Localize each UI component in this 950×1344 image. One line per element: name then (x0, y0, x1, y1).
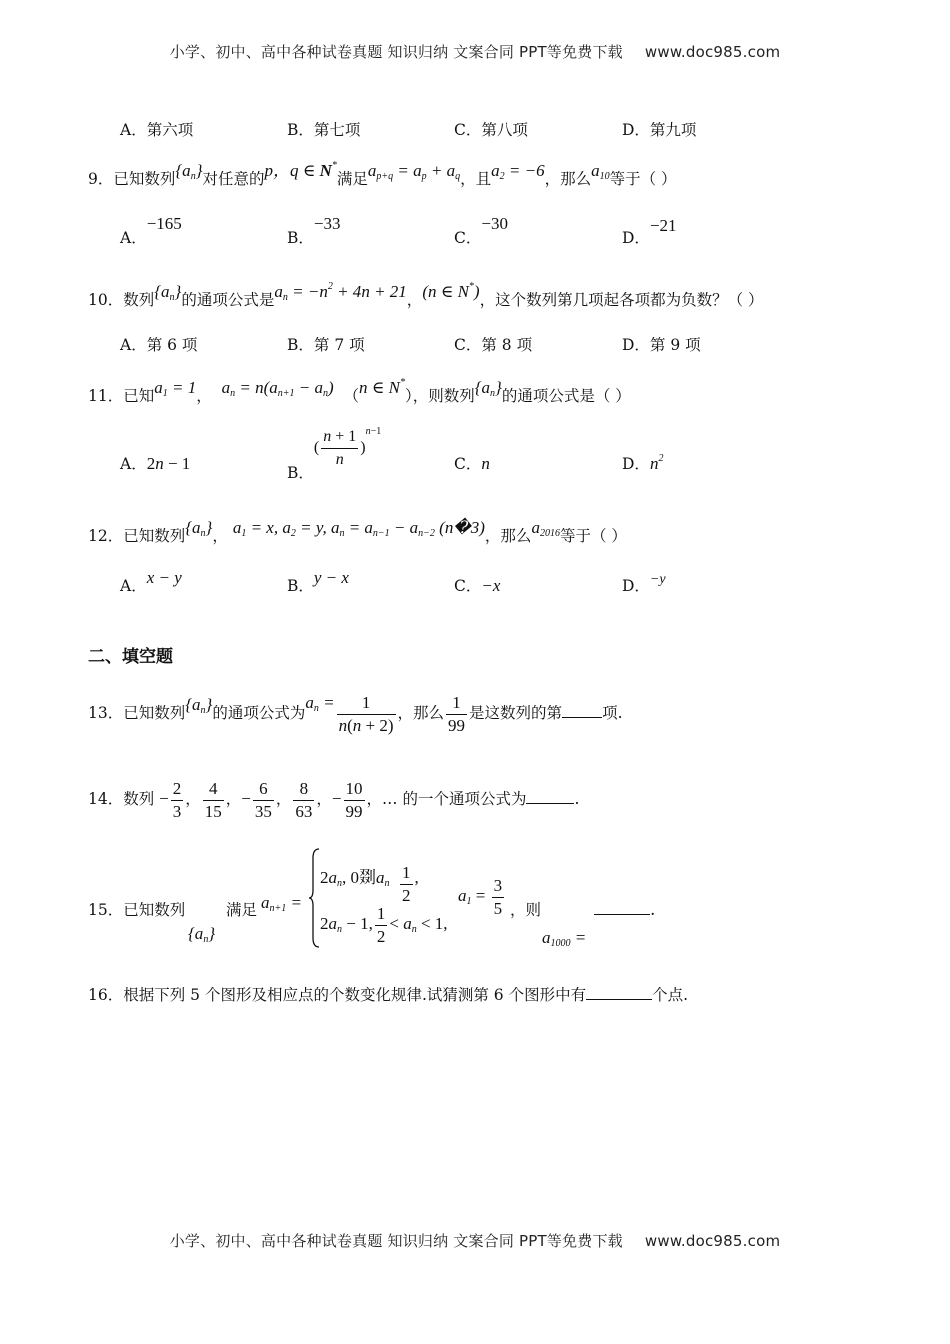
q12-option-a[interactable] (120, 568, 182, 596)
q12-option-d-value: −y (649, 572, 666, 587)
q10-text-3: ，这个数列第几项起各项都为负数？（ ） (479, 291, 764, 309)
q10-option-a[interactable]: A．第 6 项 (120, 336, 198, 354)
q11-text-4: 的通项公式是（ ） (501, 387, 631, 405)
q15-answer-blank[interactable] (594, 900, 650, 915)
q13-text-4: 项. (602, 704, 623, 722)
q11-recurrence-formula: $a_n = n(a_{n+1} - a_n)$ (221, 378, 334, 399)
q12-option-d[interactable] (622, 574, 666, 596)
q12-text-3: 等于（ ） (559, 527, 627, 545)
q11-options (0, 426, 950, 483)
q13-text-1: 的通项公式为 (212, 704, 306, 722)
q15-seq-formula: $\{a_n\}$ (188, 924, 216, 945)
q14-sep-2: ， (225, 790, 242, 808)
page-header (0, 41, 950, 62)
q9-option-d-label: D． (622, 229, 650, 247)
q10-option-d[interactable]: D．第 9 项 (622, 336, 701, 354)
q14-sep-1: ， (185, 790, 201, 808)
q11-domain-formula: n ∈ N* (359, 377, 405, 397)
q9-text-5: 等于（ ） (609, 170, 677, 188)
q11-option-d-value: $n^2$ (649, 453, 664, 473)
q11-a1-formula: $a_1 = 1$ (154, 378, 197, 399)
q15-text-2: ，则 (510, 901, 542, 919)
q11-option-a-label: A． (120, 455, 147, 473)
q15-text-1: 满足 (226, 901, 258, 919)
q12-option-a-value: x − y (146, 568, 182, 587)
q11-text-2: （ (343, 387, 360, 405)
q15-number: 15．已知数列 (88, 901, 186, 919)
q14-term-2: $\frac{4}{15}$ (204, 778, 222, 821)
q10-text-2: ， (406, 291, 423, 309)
q10-option-b[interactable]: B．第 7 项 (287, 336, 365, 354)
q9-options (0, 214, 950, 256)
q10-option-c[interactable]: C．第 8 项 (454, 336, 533, 354)
question-10 (88, 281, 764, 316)
q12-option-a-label: A． (120, 577, 147, 595)
q9-recurrence-formula: $a_{p+q} = a_p + a_q$ (367, 161, 461, 182)
q12-seq-formula: $\{a_n\}$ (185, 518, 213, 539)
question-12 (88, 518, 627, 552)
question-9 (88, 160, 677, 195)
q14-sep-3: ， (275, 790, 292, 808)
q9-option-b[interactable] (287, 214, 341, 248)
q13-general-term-fraction: $\frac{1}{n(n + 2)}$ (338, 692, 394, 735)
q9-text-4: ，那么 (544, 170, 592, 188)
q11-option-c-value: n (481, 454, 490, 473)
q10-domain-formula: (n ∈ N*) (422, 281, 480, 301)
q13-answer-blank[interactable] (562, 703, 602, 718)
q14-term-3: − $\frac{6}{35}$ (241, 778, 272, 821)
footer-text: 小学、初中、高中各种试卷真题 知识归纳 文案合同 PPT等免费下载 (169, 1232, 623, 1250)
q10-text-1: 的通项公式是 (181, 291, 275, 309)
question-16 (88, 985, 688, 1005)
q11-text-1: ， (196, 387, 212, 405)
q10-general-term-formula: $a_n = -n^2 + 4n + 21$ (274, 281, 407, 303)
q13-text-3: 是这数列的第 (469, 704, 563, 722)
q16-text: 16．根据下列 5 个图形及相应点的个数变化规律.试猜测第 6 个图形中有 (88, 986, 587, 1004)
q12-option-b-value: y − x (313, 568, 349, 587)
q14-term-1: − $\frac{2}{3}$ (159, 778, 182, 821)
q9-text-2: 满足 (336, 170, 368, 188)
footer-url[interactable]: www.doc985.com (644, 1232, 781, 1250)
q12-option-c-value: −x (481, 576, 501, 595)
q11-option-b-value: ( $\frac{n + 1}{n}$ )$^{n-1}$ (313, 426, 382, 468)
q13-an-symbol: $a_n$ = (305, 693, 335, 714)
q11-option-a[interactable] (120, 452, 190, 474)
q10-options (0, 333, 950, 363)
q9-option-a-label: A． (120, 229, 147, 247)
q8-option-c[interactable]: C．第八项 (454, 121, 528, 139)
q16-text-2: 个点. (652, 986, 689, 1004)
q12-options (0, 568, 950, 604)
q12-option-b-label: B． (287, 577, 314, 595)
q9-a10-formula: $a_{10}$ (591, 161, 610, 182)
q10-number: 10．数列 (88, 291, 155, 309)
q9-option-c-value: −30 (481, 214, 508, 233)
q12-recurrence-formula: $a_1 = x$, $a_2 = y$, $a_n = a_{n-1} - a_{n-2}$ (n�3) (232, 518, 485, 539)
q11-seq-formula: $\{a_n\}$ (474, 378, 502, 399)
q14-text-1: ，… 的一个通项公式为 (366, 790, 527, 808)
q12-a2016-formula: $a_{2016}$ (531, 518, 560, 539)
q16-answer-blank[interactable] (586, 985, 652, 1000)
q9-option-b-label: B． (287, 229, 314, 247)
q12-option-c-label: C． (454, 577, 482, 595)
q14-number: 14．数列 (88, 790, 155, 808)
question-14 (88, 775, 579, 823)
q10-seq-formula: $\{a_n\}$ (154, 282, 182, 303)
q9-option-a-value: −165 (146, 214, 182, 233)
q14-term-5: − $\frac{10}{99}$ (331, 778, 363, 821)
q14-answer-blank[interactable] (526, 789, 574, 804)
q9-option-a[interactable] (120, 214, 182, 248)
q8-option-d[interactable]: D．第九项 (622, 121, 697, 139)
question-11 (88, 377, 631, 412)
q15-answer (594, 900, 655, 920)
q12-option-c[interactable] (454, 574, 500, 596)
q11-number: 11．已知 (88, 387, 155, 405)
q12-text-2: ，那么 (484, 527, 532, 545)
q12-text-1: ， (212, 527, 228, 545)
q13-text-2: ，那么 (397, 704, 445, 722)
q11-option-d-label: D． (622, 455, 650, 473)
header-text: 小学、初中、高中各种试卷真题 知识归纳 文案合同 PPT等免费下载 (169, 43, 623, 61)
q11-text-3: ），则数列 (404, 387, 475, 405)
q12-option-d-label: D． (622, 577, 650, 595)
q8-options (0, 118, 950, 148)
q11-option-d[interactable] (622, 452, 663, 474)
q15-text-3: . (650, 900, 656, 920)
q9-text-3: ，且 (460, 170, 492, 188)
q11-option-c-label: C． (454, 455, 482, 473)
page-footer (0, 1230, 950, 1251)
q14-text-2: . (574, 790, 580, 808)
q9-pq-formula: p，q ∈ N* (264, 160, 337, 180)
q11-option-a-value: 2n − 1 (146, 454, 191, 473)
q8-option-a[interactable]: A．第六项 (120, 121, 194, 139)
q15-piecewise-brace (308, 848, 320, 948)
q15-case-1: $2a_n$, 0剟$a_n$ $\frac{1}{2}$ , (320, 863, 419, 905)
q15-an1-symbol: $a_{n+1}$ = (261, 893, 302, 914)
q8-option-b[interactable]: B．第七项 (287, 121, 361, 139)
q15-case-2: $2a_n - 1$, $\frac{1}{2}$ < $a_n < 1$, (320, 903, 448, 946)
q9-option-b-value: −33 (313, 214, 341, 233)
section-2-title: 二、填空题 (88, 647, 173, 667)
q12-number: 12．已知数列 (88, 527, 186, 545)
q15-a1000-symbol: $a_{1000}$ = (542, 928, 587, 949)
q9-option-d[interactable] (622, 216, 677, 248)
q14-term-4: $\frac{8}{63}$ (295, 778, 313, 821)
q13-number: 13．已知数列 (88, 704, 186, 722)
q9-seq-formula: $\{a_n\}$ (175, 161, 203, 182)
q15-a1-formula: $a_1$ = $\frac{3}{5}$ (458, 875, 503, 918)
q14-sep-4: ， (316, 790, 332, 808)
q13-seq-formula: $\{a_n\}$ (185, 695, 213, 716)
q11-option-b-label: B． (287, 464, 314, 483)
q9-option-c-label: C． (454, 229, 482, 247)
q9-option-c[interactable] (454, 214, 508, 248)
q9-a2-formula: $a_2 = -6$ (491, 161, 545, 182)
question-15 (88, 900, 185, 920)
q9-number: 9．已知数列 (88, 170, 176, 188)
q11-option-c[interactable] (454, 452, 490, 474)
header-url[interactable]: www.doc985.com (644, 43, 781, 61)
q11-option-b[interactable] (287, 426, 382, 483)
q13-target-fraction: $\frac{1}{99}$ (448, 692, 466, 735)
question-13 (88, 690, 623, 742)
q9-text-1: 对任意的 (202, 170, 265, 188)
q12-option-b[interactable] (287, 568, 349, 596)
q9-option-d-value: −21 (649, 216, 677, 235)
